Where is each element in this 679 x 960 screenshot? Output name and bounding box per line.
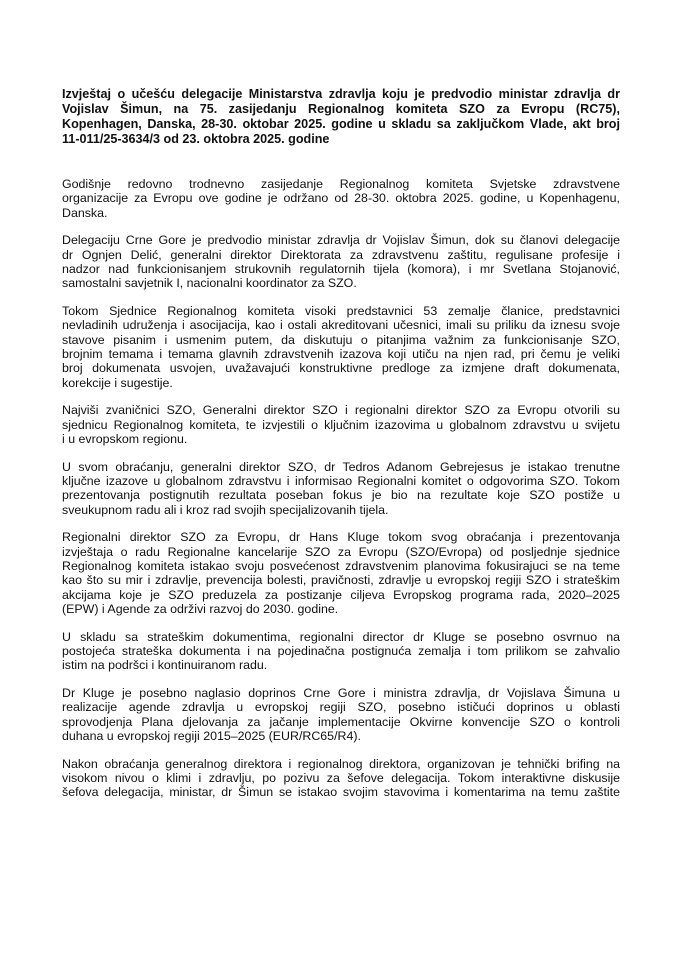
paragraph-line: akcijama koje je SZO preduzela za postizanje ciljeva Evropskog programa rada, 2020–2025: [62, 587, 620, 602]
paragraph-line: Nakon obraćanja generalnog direktora i regionalnog direktora, organizovan je tehnički brifing na: [62, 756, 620, 771]
paragraph-line: postojeća strateška dokumenta i na pojedinačna postignuća zemalja i tom prilikom se zahvalio: [62, 644, 620, 659]
paragraph-line: sveukupnom radu ali i kroz rad svojih specijalizovanih tijela.: [62, 502, 389, 517]
paragraph: [62, 460, 620, 517]
paragraph-line: duhana u evropskoj regiji 2015–2025 (EUR/RC65/R4).: [62, 729, 361, 743]
paragraph: [62, 177, 620, 220]
paragraph: [62, 304, 620, 390]
paragraph-line: Delegaciju Crne Gore je predvodio ministar zdravlja dr Vojislav Šimun, dok su članovi delegacije: [62, 233, 620, 248]
title-line: 11-011/25-3634/3 od 23. oktobra 2025. godine: [62, 132, 330, 146]
title-line: Vojislav Šimun, na 75. zasijedanju Regionalnog komiteta SZO za Evropu (RC75),: [62, 102, 620, 116]
document-body: [62, 177, 620, 800]
paragraph-line: Dr Kluge je posebno naglasio doprinos Crne Gore i ministra zdravlja, dr Vojislava Šimuna u: [62, 686, 620, 701]
paragraph-line: korekcije i sugestije.: [62, 375, 173, 390]
paragraph-line: šefova delegacija, ministar, dr Šimun se istakao svojim stavovima i komentarima na temu zaštite: [62, 785, 620, 800]
paragraph-line: Najviši zvaničnici SZO, Generalni direktor SZO i regionalni direktor SZO za Evropu otvorili su: [62, 403, 620, 418]
paragraph-line: Regionalni direktor SZO za Evropu, dr Hans Kluge tokom svog obraćanja i prezentovanja: [62, 530, 620, 545]
paragraph-line: samostalni savjetnik I, nacionalni koordinator za SZO.: [62, 276, 357, 291]
paragraph: [62, 630, 620, 673]
paragraph-line: Godišnje redovno trodnevno zasijedanje Regionalnog komiteta Svjetske zdravstvene: [62, 177, 620, 191]
paragraph-line: kao što su mir i zdravlje, prevencija bolesti, pravičnosti, zdravlje u evropskoj regiji SZO i strateškim: [62, 573, 620, 588]
paragraph-line: nevladinih udruženja i asocijacija, kao i ostali akreditovani učesnici, imali su priliku da iznesu svoje: [62, 318, 620, 333]
paragraph-line: (EPW) i Agende za održivi razvoj do 2030. godine.: [62, 601, 339, 616]
paragraph-line: Regionalnog komiteta istakao svoju posvećenost zdravstvenim planovima fokusirajuci se na teme: [62, 559, 620, 574]
paragraph-line: brojnim temama i temama glavnih zdravstvenih izazova koji utiču na njen rad, pri čemu je veliki: [62, 346, 620, 361]
title-line: Izvještaj o učešću delegacije Ministarstva zdravlja koju je predvodio ministar zdravlja dr: [62, 87, 620, 101]
paragraph-line: istim na podršci i kontinuiranom radu.: [62, 658, 268, 673]
paragraph-line: Tokom Sjednice Regionalnog komiteta visoki predstavnici 53 zemalje članice, predstavnici: [62, 304, 620, 319]
title-line: Kopenhagen, Danska, 28-30. oktobar 2025. godine u skladu sa zaključkom Vlade, akt broj: [62, 117, 620, 131]
paragraph-line: realizacije agende zdravlja u evropskoj regiji SZO, posebno ističući doprinos u oblasti: [62, 700, 620, 715]
paragraph-line: Danska.: [62, 205, 108, 220]
paragraph: [62, 403, 620, 446]
paragraph-line: sprovodjenja Plana djelovanja za jačanje implementacije Okvirne konvencije SZO o kontroli: [62, 714, 620, 729]
paragraph-line: prezentovanja postignutih rezultata poseban fokus je bio na rezultate koje SZO postiže u: [62, 488, 620, 503]
paragraph-line: izvještaja o radu Regionalne kancelarije SZO za Evropu (SZO/Evropa) od posljednje sjednice: [62, 544, 620, 559]
paragraph-line: ključne izazove u globalnom zdravstvu i informisao Regionalni komitet o odgovorima SZO. Tokom: [62, 474, 620, 489]
paragraph-line: visokom nivou o klimi i zdravlju, po pozivu za šefove delegacija. Tokom interaktivne diskusije: [62, 771, 620, 786]
paragraph-line: dr Ognjen Delić, generalni direktor Direktorata za zdravstvenu zaštitu, regulisane profesije i: [62, 247, 620, 262]
paragraph-line: U skladu sa strateškim dokumentima, regionalni director dr Kluge se posebno osvrnuo na: [62, 629, 620, 644]
paragraph-line: i u evropskom regionu.: [62, 431, 188, 446]
paragraph: [62, 233, 620, 290]
paragraph-line: stavove pisanim i usmenim putem, da diskutuju o pitanjima važnim za funkcionisanje SZO,: [62, 332, 620, 347]
paragraph: [62, 757, 620, 800]
paragraph-line: sjednicu Regionalnog komiteta, te izvjestili o ključnim izazovima u globalnom zdravstvu u svijetu: [62, 417, 620, 432]
document-page: [62, 87, 620, 813]
paragraph-line: broj dokumenata usvojen, uvažavajući konstruktivne predloge za izmjene draft dokumenata,: [62, 361, 620, 376]
paragraph: [62, 530, 620, 616]
paragraph: [62, 686, 620, 743]
paragraph-line: U svom obraćanju, generalni direktor SZO, dr Tedros Adanom Gebrejesus je istakao trenutne: [62, 459, 620, 474]
paragraph-line: organizacije za Evropu ove godine je održano od 28-30. oktobra 2025. godine, u Kopenhagenu,: [62, 191, 620, 206]
paragraph-line: nadzor nad funkcionisanjem strukovnih regulatornih tijela (komora), i mr Svetlana Stojanović,: [62, 261, 620, 276]
document-title: [62, 87, 620, 147]
